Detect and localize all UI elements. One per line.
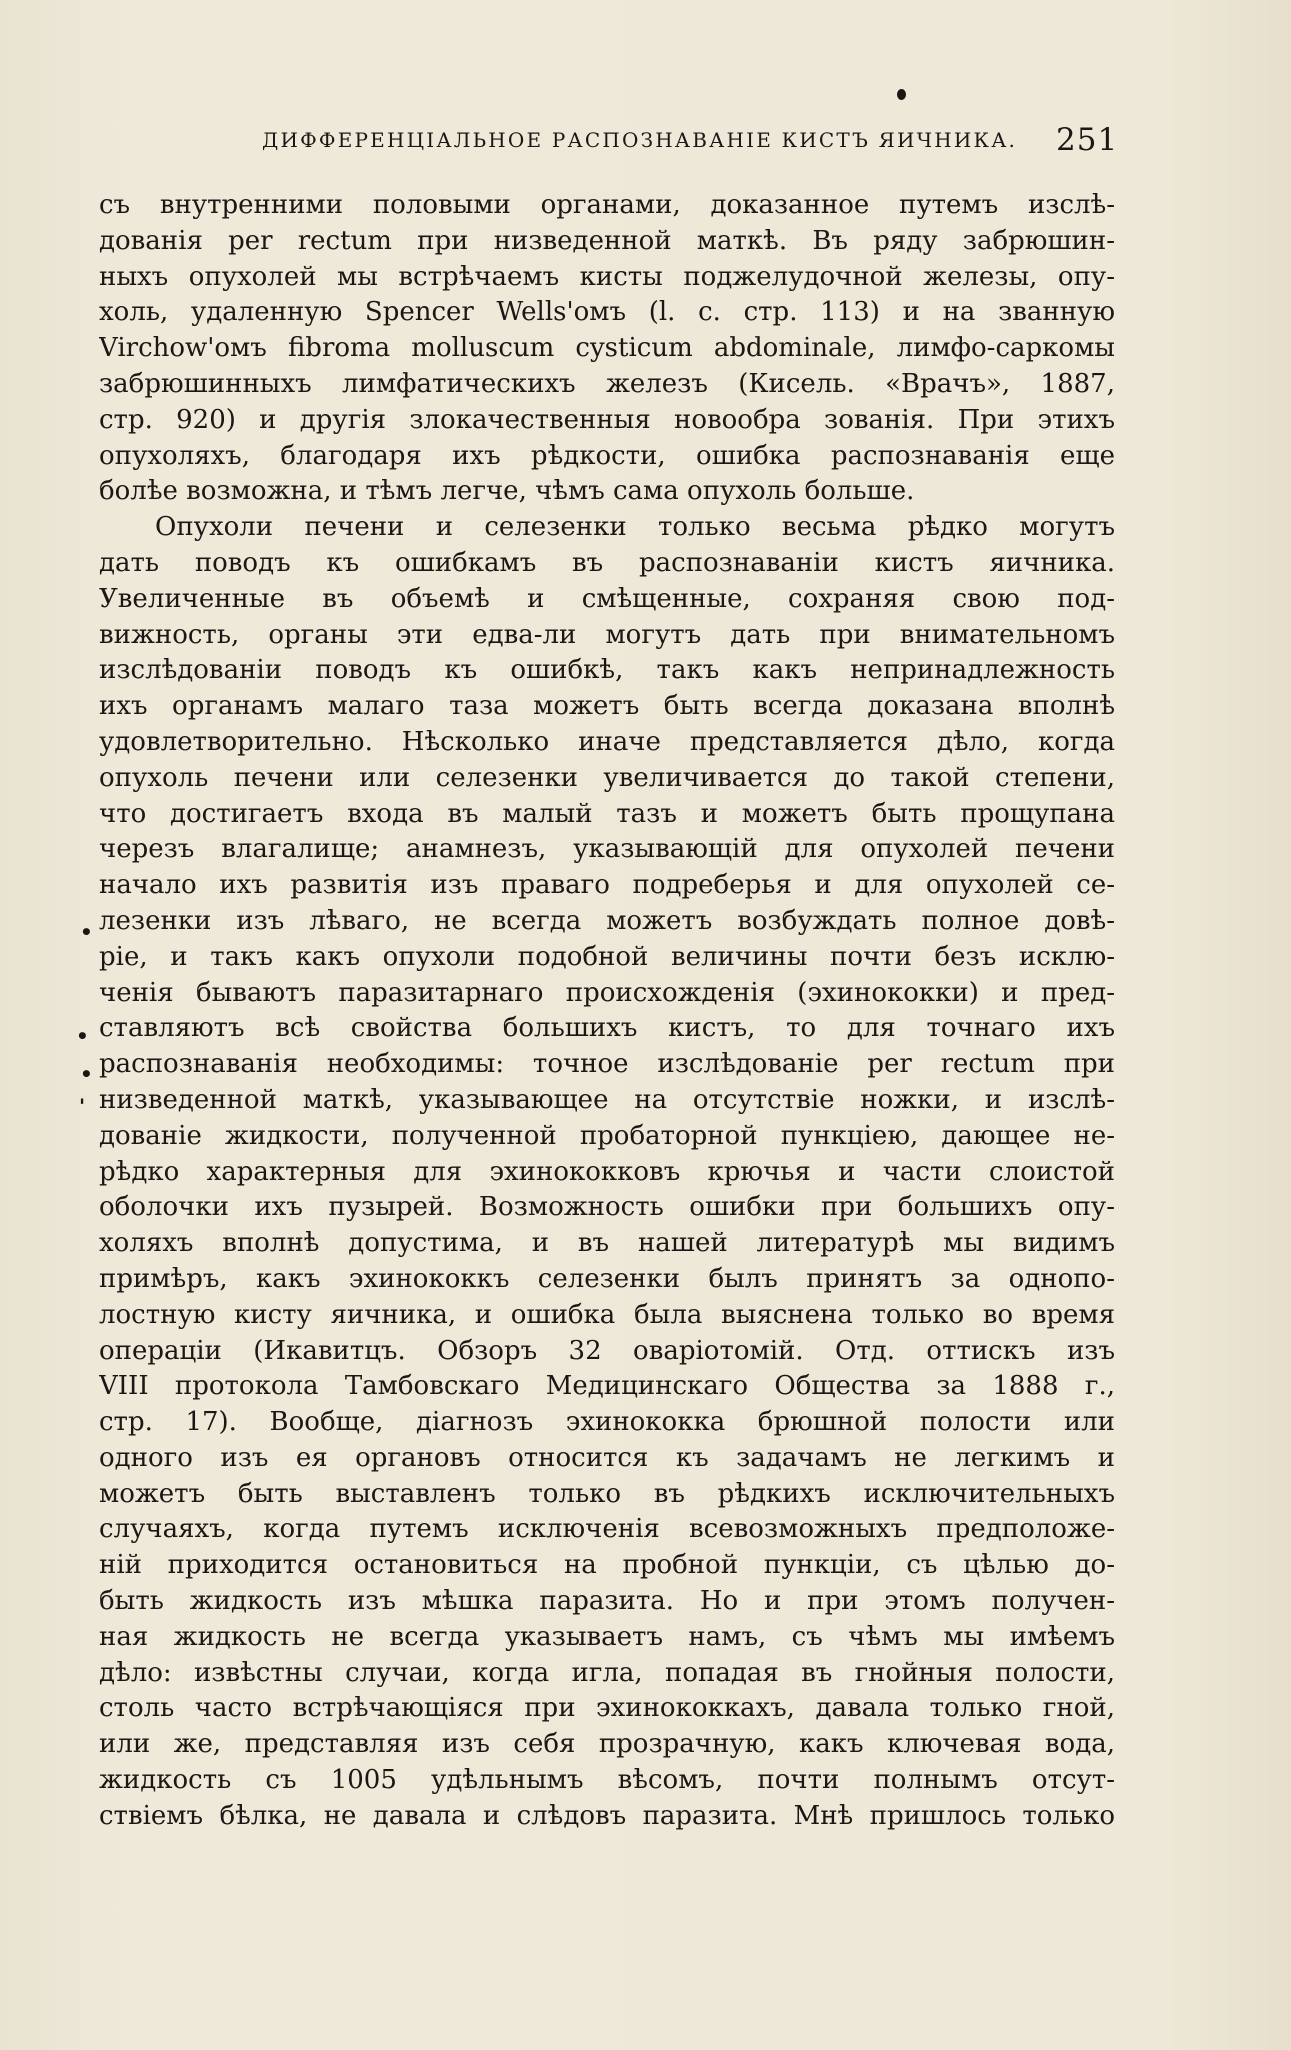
text-line: Увеличенные въ объемѣ и смѣщенные, сохраняя свою под- [99, 583, 1115, 614]
text-line: операціи (Икавитцъ. Обзоръ 32 оваріотомій. Отд. оттискъ изъ [99, 1335, 1115, 1366]
text-line: случаяхъ, когда путемъ исключенія всевозможныхъ предположе- [99, 1514, 1115, 1545]
text-line: холь, удаленную Spencer Wells'омъ (l. c. стр. 113) и на званную [99, 297, 1115, 328]
body-text [99, 188, 1115, 1835]
text-line: оболочки ихъ пузырей. Возможность ошибки при большихъ опу- [99, 1192, 1115, 1223]
margin-mark: ' [79, 1094, 86, 1118]
text-line: опухоль печени или селезенки увеличивается до такой степени, [99, 762, 1115, 793]
paragraph [99, 188, 1115, 510]
text-line: забрюшинныхъ лимфатическихъ железъ (Кисель. «Врачъ», 1887, [99, 368, 1115, 399]
margin-mark: • [80, 1062, 93, 1086]
text-line: ріе, и такъ какъ опухоли подобной величины почти безъ исклю- [99, 941, 1115, 972]
page-number: 251 [1056, 122, 1119, 158]
text-line: удовлетворительно. Нѣсколько иначе представляется дѣло, когда [99, 726, 1115, 757]
text-line: ставляютъ всѣ свойства большихъ кистъ, то для точнаго ихъ [99, 1013, 1115, 1044]
text-line: быть жидкость изъ мѣшка паразита. Но и при этомъ получен- [99, 1586, 1115, 1617]
text-line: стр. 920) и другія злокачественныя новообра зованія. При этихъ [99, 404, 1115, 435]
text-line: низведенной маткѣ, указывающее на отсутствіе ножки, и изслѣ- [99, 1084, 1115, 1115]
text-line: опухоляхъ, благодаря ихъ рѣдкости, ошибка распознаванія еще [99, 440, 1115, 471]
text-line: лезенки изъ лѣваго, не всегда можетъ возбуждать полное довѣ- [99, 905, 1115, 936]
text-line: лостную кисту яичника, и ошибка была выяснена только во время [99, 1299, 1115, 1330]
text-line: VIII протокола Тамбовскаго Медицинскаго Общества за 1888 г., [99, 1371, 1115, 1402]
text-line: или же, представляя изъ себя прозрачную, какъ ключевая вода, [99, 1729, 1115, 1760]
text-line: болѣе возможна, и тѣмъ легче, чѣмъ сама опухоль больше. [99, 476, 915, 507]
text-line: можетъ быть выставленъ только въ рѣдкихъ исключительныхъ [99, 1478, 1115, 1509]
text-line: ихъ органамъ малаго таза можетъ быть всегда доказана вполнѣ [99, 691, 1115, 722]
text-line: дованія per rectum при низведенной маткѣ. Въ ряду забрюшин- [99, 225, 1115, 256]
text-line: примѣръ, какъ эхинококкъ селезенки былъ принятъ за однопо- [99, 1263, 1115, 1294]
text-line: рѣдко характерныя для эхинококковъ крючья и части слоистой [99, 1156, 1115, 1187]
text-line: ній приходится остановиться на пробной пункціи, съ цѣлью до- [99, 1550, 1115, 1581]
text-line: стр. 17). Вообще, діагнозъ эхинококка брюшной полости или [99, 1407, 1115, 1438]
margin-mark: • [76, 1024, 89, 1048]
text-line: ченія бываютъ паразитарнаго происхожденія (эхинококки) и пред- [99, 977, 1115, 1008]
text-line: Опухоли печени и селезенки только весьма рѣдко могутъ [155, 512, 1115, 543]
ink-dot [897, 89, 906, 100]
text-line: одного изъ ея органовъ относится къ задачамъ не легкимъ и [99, 1442, 1115, 1473]
text-line: съ внутренними половыми органами, доказанное путемъ изслѣ- [99, 190, 1115, 220]
text-line: Virchow'омъ fibroma molluscum cysticum abdominale, лимфо-саркомы [99, 333, 1115, 364]
text-line: дѣло: извѣстны случаи, когда игла, попадая въ гнойныя полости, [99, 1657, 1115, 1688]
paragraph [99, 510, 1115, 1834]
text-line: начало ихъ развитія изъ праваго подреберья и для опухолей се- [99, 870, 1115, 901]
text-line: вижность, органы эти едва-ли могутъ дать при внимательномъ [99, 619, 1115, 650]
text-line: распознаванія необходимы: точное изслѣдованіе per rectum при [99, 1049, 1115, 1080]
text-line: дованіе жидкости, полученной пробаторной пункціею, дающее не- [99, 1120, 1115, 1151]
text-line: столь часто встрѣчающіяся при эхинококкахъ, давала только гной, [99, 1693, 1115, 1724]
text-line: холяхъ вполнѣ допустима, и въ нашей литературѣ мы видимъ [99, 1228, 1115, 1259]
margin-mark: • [80, 920, 93, 944]
text-line: ныхъ опухолей мы встрѣчаемъ кисты поджелудочной железы, опу- [99, 261, 1115, 292]
text-line: ствіемъ бѣлка, не давала и слѣдовъ паразита. Мнѣ пришлось только [99, 1800, 1115, 1831]
text-line: изслѣдованіи поводъ къ ошибкѣ, такъ какъ непринадлежность [99, 655, 1115, 686]
text-line: черезъ влагалище; анамнезъ, указывающій для опухолей печени [99, 834, 1115, 865]
text-line: дать поводъ къ ошибкамъ въ распознаваніи кистъ яичника. [99, 547, 1115, 578]
running-head: ДИФФЕРЕНЦІАЛЬНОЕ РАСПОЗНАВАНІЕ КИСТЪ ЯИЧНИКА. [262, 128, 1018, 152]
text-line: что достигаетъ входа въ малый тазъ и можетъ быть прощупана [99, 798, 1115, 829]
text-line: ная жидкость не всегда указываетъ намъ, съ чѣмъ мы имѣемъ [99, 1621, 1115, 1652]
text-line: жидкость съ 1005 удѣльнымъ вѣсомъ, почти полнымъ отсут- [99, 1765, 1115, 1796]
